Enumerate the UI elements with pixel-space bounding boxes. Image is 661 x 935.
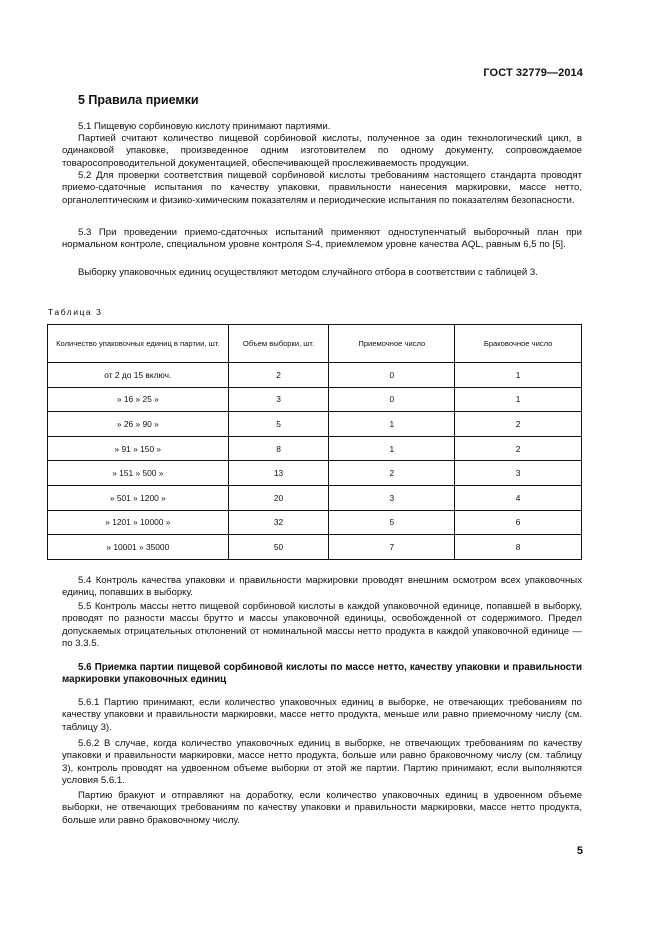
header-acceptance-number: Приемочное число xyxy=(329,325,455,363)
cell-rejection-number: 4 xyxy=(455,485,582,510)
subsection-5-6-title: 5.6 Приемка партии пищевой сорбиновой кислоты по массе нетто, качеству упаковки и правильности маркировки упаковочных единиц xyxy=(62,662,582,686)
header-lot-size: Количество упаковочных единиц в партии, шт. xyxy=(48,325,229,363)
cell-acceptance-number: 0 xyxy=(329,387,455,412)
paragraph-5-6-1: 5.6.1 Партию принимают, если количество упаковочных единиц в выборке, не отвечающих требованиям по качеству упаковки и правильности маркировки, массе нетто продукта, меньше или равно приемочному числу (см. таблицу 3). xyxy=(62,697,582,733)
table-row xyxy=(48,461,582,486)
cell-rejection-number: 8 xyxy=(455,535,582,560)
cell-rejection-number: 3 xyxy=(455,461,582,486)
cell-lot-size: » 1201 » 10000 » xyxy=(48,510,229,535)
cell-acceptance-number: 2 xyxy=(329,461,455,486)
cell-rejection-number: 2 xyxy=(455,436,582,461)
cell-acceptance-number: 1 xyxy=(329,436,455,461)
cell-lot-size: » 501 » 1200 » xyxy=(48,485,229,510)
cell-sample-size: 32 xyxy=(228,510,329,535)
cell-sample-size: 13 xyxy=(228,461,329,486)
paragraph-5-3: 5.3 При проведении приемо-сдаточных испытаний применяют одноступенчатый выборочный план при нормальном контроле, специальном уровне контроля S-4, приемлемом уровне качества AQL, равным 6,5 по [5]. xyxy=(62,227,582,251)
cell-rejection-number: 1 xyxy=(455,363,582,388)
cell-lot-size: » 91 » 150 » xyxy=(48,436,229,461)
cell-sample-size: 5 xyxy=(228,412,329,437)
cell-lot-size: » 26 » 90 » xyxy=(48,412,229,437)
cell-sample-size: 20 xyxy=(228,485,329,510)
cell-lot-size: » 16 » 25 » xyxy=(48,387,229,412)
header-sample-size: Объем выборки, шт. xyxy=(228,325,329,363)
paragraph-5-4: 5.4 Контроль качества упаковки и правильности маркировки проводят внешним осмотром всех упаковочных единиц, попавших в выборку. xyxy=(62,575,582,599)
paragraph-5-5: 5.5 Контроль массы нетто пищевой сорбиновой кислоты в каждой упаковочной единице, попавшей в выборку, проводят по разности массы брутто и массы упаковочной единицы, освобожденной от содержимого. Предел допускаемых отрицательных отклонений от номинальной массы нетто продукта в каждой упаковочной единице — по 3.3.5. xyxy=(62,601,582,650)
section-title: 5 Правила приемки xyxy=(78,93,199,107)
header-rejection-number: Браковочное число xyxy=(455,325,582,363)
table-row xyxy=(48,510,582,535)
paragraph-batch-definition: Партией считают количество пищевой сорбиновой кислоты, полученное за один технологический цикл, в одинаковой упаковке, произведенное одним изготовителем по одному документу, сопровождаемое товаросопроводительной документацией, обеспечивающей прослеживаемость продукции. xyxy=(62,133,582,169)
table-row xyxy=(48,436,582,461)
cell-sample-size: 50 xyxy=(228,535,329,560)
cell-rejection-number: 2 xyxy=(455,412,582,437)
paragraph-5-1: 5.1 Пищевую сорбиновую кислоту принимают партиями. xyxy=(78,121,331,132)
paragraph-5-6-2: 5.6.2 В случае, когда количество упаковочных единиц в выборке, не отвечающих требованиям по качеству упаковки и правильности маркировки, массе нетто продукта, больше или равно браковочному числу (см. таблицу 3), контроль проводят на удвоенном объеме выборки от этой же партии. Партию принимают, если выполняются условия 5.6.1. xyxy=(62,738,582,787)
cell-acceptance-number: 3 xyxy=(329,485,455,510)
table-row xyxy=(48,535,582,560)
table-header-row xyxy=(48,325,582,363)
standard-code: ГОСТ 32779—2014 xyxy=(483,67,583,79)
cell-lot-size: от 2 до 15 включ. xyxy=(48,363,229,388)
cell-acceptance-number: 7 xyxy=(329,535,455,560)
table-row xyxy=(48,363,582,388)
paragraph-sampling: Выборку упаковочных единиц осуществляют методом случайного отбора в соответствии с таблицей 3. xyxy=(78,267,538,278)
cell-lot-size: » 151 » 500 » xyxy=(48,461,229,486)
paragraph-rejection: Партию бракуют и отправляют на доработку, если количество упаковочных единиц в удвоенном объеме выборки, не отвечающих требованиям по качеству упаковки и правильности маркировки, массе нетто продукта, больше или равно браковочному числу. xyxy=(62,790,582,826)
cell-rejection-number: 1 xyxy=(455,387,582,412)
cell-sample-size: 8 xyxy=(228,436,329,461)
table-caption: Таблица 3 xyxy=(48,307,103,317)
cell-sample-size: 2 xyxy=(228,363,329,388)
page-number: 5 xyxy=(576,845,583,857)
table-row xyxy=(48,485,582,510)
cell-acceptance-number: 5 xyxy=(329,510,455,535)
cell-acceptance-number: 0 xyxy=(329,363,455,388)
cell-sample-size: 3 xyxy=(228,387,329,412)
cell-acceptance-number: 1 xyxy=(329,412,455,437)
paragraph-5-2: 5.2 Для проверки соответствия пищевой сорбиновой кислоты требованиям настоящего стандарта проводят приемо-сдаточные испытания по качеству упаковки, правильности нанесения маркировки, массе нетто, органолептическим и физико-химическим показателям и периодические испытания по показателям безопасности. xyxy=(62,170,582,206)
acceptance-table xyxy=(47,324,582,560)
table-row xyxy=(48,412,582,437)
table-row xyxy=(48,387,582,412)
cell-rejection-number: 6 xyxy=(455,510,582,535)
cell-lot-size: » 10001 » 35000 xyxy=(48,535,229,560)
